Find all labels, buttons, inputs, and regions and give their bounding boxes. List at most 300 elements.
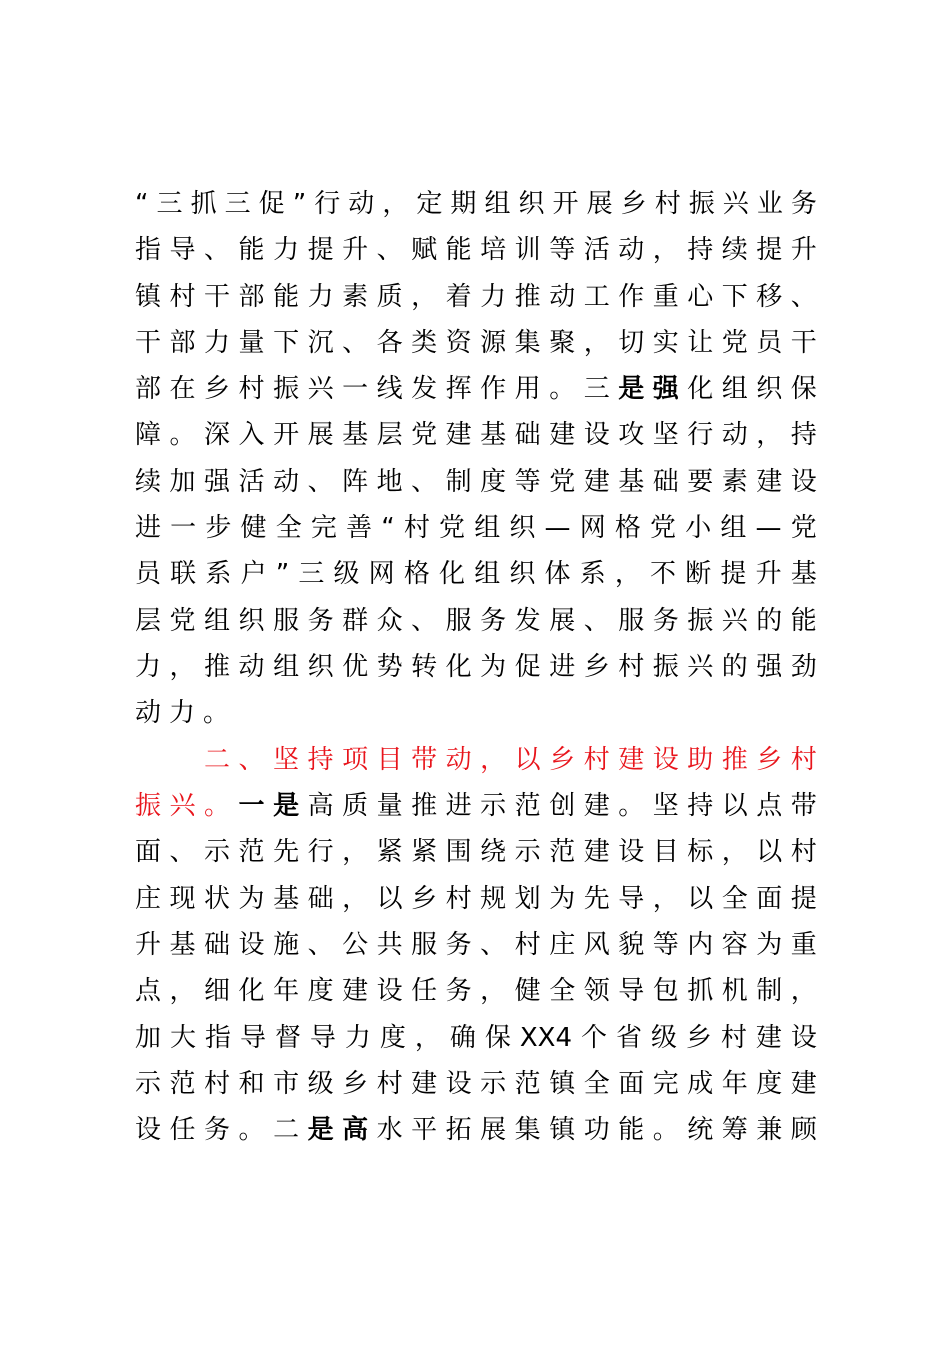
text-char: 干 [790, 328, 817, 358]
text-char: 层 [135, 606, 162, 636]
text-char: 务 [204, 1115, 231, 1145]
text-char: 部 [135, 374, 162, 404]
text-char: 水 [376, 1115, 403, 1145]
text-char: 开 [273, 420, 300, 450]
text-char: 续 [721, 235, 748, 265]
text-char: 动 [549, 282, 576, 312]
text-char: 群 [342, 606, 369, 636]
text-char: 个 [580, 1023, 607, 1053]
text-line [135, 876, 817, 922]
text-char: 善 [346, 513, 373, 543]
text-char: 三 [298, 559, 325, 589]
text-char: 以 [756, 837, 783, 867]
text-char: 村 [654, 189, 681, 219]
text-char: 乡 [583, 652, 610, 682]
text-char: 、 [238, 745, 265, 775]
text-char: 面 [618, 1069, 645, 1099]
text-char: 示 [135, 1069, 162, 1099]
text-char: 组 [474, 513, 501, 543]
text-char: 镇 [549, 1069, 576, 1099]
text-char: 导 [239, 1023, 266, 1053]
text-char: 活 [583, 235, 610, 265]
text-char: 目 [376, 745, 403, 775]
text-char: 坚 [652, 791, 679, 821]
text-char: 切 [618, 328, 645, 358]
text-char: 党 [411, 420, 438, 450]
text-char: 持 [687, 791, 714, 821]
text-char: 网 [579, 513, 606, 543]
text-char: 障 [135, 420, 162, 450]
text-char: 一 [170, 513, 197, 543]
text-char: 三 [583, 374, 610, 404]
text-char: ， [342, 884, 369, 914]
text-char: “ [135, 189, 149, 219]
text-char: 移 [756, 282, 783, 312]
text-char: 等 [549, 235, 576, 265]
text-char: 建 [756, 467, 783, 497]
text-char: 联 [170, 559, 197, 589]
text-char: 地 [376, 467, 403, 497]
text-char: 规 [480, 884, 507, 914]
text-char: 训 [514, 235, 541, 265]
text-char: 范 [514, 1069, 541, 1099]
text-char: 期 [450, 189, 477, 219]
text-char: 村 [445, 884, 472, 914]
text-char: ， [614, 559, 641, 589]
text-char: 劲 [790, 652, 817, 682]
text-char: 村 [238, 374, 265, 404]
text-char: 强 [756, 652, 783, 682]
text-char: 振 [652, 652, 679, 682]
text-line [135, 274, 817, 320]
text-char: ， [169, 652, 196, 682]
text-char: 振 [135, 791, 162, 821]
text-char: 成 [687, 1069, 714, 1099]
text-char: 等 [652, 930, 679, 960]
text-char: 导 [169, 235, 196, 265]
text-char: 镇 [549, 1115, 576, 1145]
text-char: 众 [376, 606, 403, 636]
text-char: 户 [240, 559, 267, 589]
text-char: 入 [238, 420, 265, 450]
text-char: 展 [586, 189, 613, 219]
text-char: 小 [685, 513, 712, 543]
text-char: 施 [273, 930, 300, 960]
text-char: 基 [169, 930, 196, 960]
text-char: 服 [411, 930, 438, 960]
text-line [135, 181, 817, 227]
text-char: 党 [169, 606, 196, 636]
text-char: 制 [756, 976, 783, 1006]
text-char: 现 [169, 884, 196, 914]
text-char: ” [275, 559, 290, 589]
text-char: 力 [344, 1023, 371, 1053]
text-char: 加 [135, 1023, 162, 1053]
text-char: 开 [552, 189, 579, 219]
text-char: 培 [480, 235, 507, 265]
text-char: 度 [307, 976, 334, 1006]
text-char: 乡 [204, 374, 231, 404]
text-char: 创 [549, 791, 576, 821]
text-char: 务 [445, 930, 472, 960]
text-char: 织 [509, 513, 536, 543]
text-char: 展 [480, 1115, 507, 1145]
text-char: 资 [445, 328, 472, 358]
text-char: ， [721, 837, 748, 867]
text-char: 大 [169, 1023, 196, 1053]
text-char: 能 [273, 282, 300, 312]
text-char: 设 [445, 1069, 472, 1099]
text-char: 力 [307, 282, 334, 312]
text-char: 级 [650, 1023, 677, 1053]
text-char: 以 [514, 745, 541, 775]
text-char: ， [790, 976, 817, 1006]
text-char: 质 [376, 282, 403, 312]
text-char: 镇 [135, 282, 162, 312]
text-char: 以 [376, 884, 403, 914]
text-char: 设 [583, 420, 610, 450]
text-char: 健 [240, 513, 267, 543]
text-char: 化 [238, 976, 265, 1006]
text-char: 推 [204, 652, 231, 682]
text-char: 线 [376, 374, 403, 404]
text-char: 础 [514, 420, 541, 450]
text-char: 兴 [169, 791, 196, 821]
text-char: 三 [156, 189, 183, 219]
text-char: 围 [445, 837, 472, 867]
text-char: 作 [618, 282, 645, 312]
text-char: 完 [310, 513, 337, 543]
text-char: 导 [618, 976, 645, 1006]
text-char: 基 [618, 467, 645, 497]
text-char: 基 [790, 559, 817, 589]
text-char: 为 [238, 884, 265, 914]
text-char: 建 [755, 1023, 782, 1053]
text-char: 赋 [411, 235, 438, 265]
text-char: ， [169, 976, 196, 1006]
text-char: 庄 [549, 930, 576, 960]
text-char: ， [411, 282, 438, 312]
text-char: 提 [307, 235, 334, 265]
text-char: 内 [687, 930, 714, 960]
text-char: 力 [204, 328, 231, 358]
text-char: 沉 [307, 328, 334, 358]
text-char: 。 [203, 698, 230, 728]
text-char: 进 [549, 652, 576, 682]
text-char: 推 [411, 791, 438, 821]
text-char: 干 [135, 328, 162, 358]
text-char: ， [652, 884, 679, 914]
text-char: 集 [514, 1115, 541, 1145]
text-char: 指 [135, 235, 162, 265]
text-char: 兴 [687, 652, 714, 682]
text-line [135, 551, 817, 597]
text-char: 力 [480, 282, 507, 312]
text-char: 集 [514, 328, 541, 358]
text-char: 共 [376, 930, 403, 960]
text-char: 导 [618, 884, 645, 914]
text-char: 着 [445, 282, 472, 312]
text-char: 为 [756, 930, 783, 960]
text-char: 动 [135, 698, 162, 728]
text-char: 续 [135, 467, 162, 497]
text-char: 、 [204, 235, 231, 265]
text-char: 级 [333, 559, 360, 589]
text-char: 村 [790, 745, 817, 775]
text-char: 活 [238, 467, 265, 497]
text-char: 村 [720, 1023, 747, 1053]
text-char: 的 [721, 652, 748, 682]
text-char: 类 [411, 328, 438, 358]
text-char: 细 [204, 976, 231, 1006]
text-line [135, 690, 817, 736]
text-char: 、 [169, 837, 196, 867]
text-char: 员 [756, 328, 783, 358]
text-line [135, 227, 817, 273]
text-char: 促 [514, 652, 541, 682]
text-char: 素 [342, 282, 369, 312]
text-char: 务 [652, 606, 679, 636]
text-char: 以 [687, 884, 714, 914]
text-char: 在 [169, 374, 196, 404]
text-char: 。 [618, 791, 645, 821]
text-char: 完 [652, 1069, 679, 1099]
text-char: 升 [790, 235, 817, 265]
text-char: 面 [135, 837, 162, 867]
text-char: 系 [205, 559, 232, 589]
text-char: 础 [652, 467, 679, 497]
text-char: 标 [687, 837, 714, 867]
text-char: 项 [342, 745, 369, 775]
text-char: 风 [583, 930, 610, 960]
text-char: 建 [583, 467, 610, 497]
text-line [135, 644, 817, 690]
text-char: ， [583, 328, 610, 358]
text-char: 业 [756, 189, 783, 219]
text-line [135, 459, 817, 505]
text-char: 行 [314, 189, 341, 219]
text-char: 高 [342, 1115, 369, 1145]
text-char: 实 [652, 328, 679, 358]
text-char: 持 [790, 420, 817, 450]
text-char: ， [382, 189, 409, 219]
text-char: 保 [484, 1023, 511, 1053]
text-char: 织 [307, 652, 334, 682]
text-char: 下 [273, 328, 300, 358]
text-char: 势 [376, 652, 403, 682]
text-char: ， [342, 837, 369, 867]
text-char: 务 [790, 189, 817, 219]
text-char: 是 [618, 374, 645, 404]
text-char: 兴 [722, 189, 749, 219]
text-char: 设 [652, 745, 679, 775]
text-char: 定 [416, 189, 443, 219]
text-char: 党 [650, 513, 677, 543]
text-char: 是 [273, 791, 300, 821]
text-char: 以 [721, 791, 748, 821]
text-char: 兼 [756, 1115, 783, 1145]
text-char: 基 [273, 884, 300, 914]
text-char: 范 [238, 837, 265, 867]
text-char: 功 [583, 1115, 610, 1145]
text-char: 织 [509, 559, 536, 589]
text-char: 建 [549, 420, 576, 450]
text-char: 化 [687, 374, 714, 404]
text-char: 保 [790, 374, 817, 404]
text-char: 督 [274, 1023, 301, 1053]
text-char: 强 [652, 374, 679, 404]
text-char: 、 [307, 930, 334, 960]
text-char: 要 [687, 467, 714, 497]
text-char: 省 [615, 1023, 642, 1053]
text-char: 能 [618, 1115, 645, 1145]
text-char: 组 [721, 374, 748, 404]
text-char: 建 [445, 420, 472, 450]
text-char: 设 [376, 976, 403, 1006]
text-char: 范 [549, 837, 576, 867]
text-char: 、 [411, 606, 438, 636]
text-char: 展 [549, 606, 576, 636]
text-char: 格 [614, 513, 641, 543]
text-char: 。 [549, 374, 576, 404]
text-char: 层 [376, 420, 403, 450]
text-char: 质 [342, 791, 369, 821]
text-char: 、 [480, 930, 507, 960]
text-char: 振 [273, 374, 300, 404]
text-char: 振 [688, 189, 715, 219]
text-char: 容 [721, 930, 748, 960]
text-char: 级 [307, 1069, 334, 1099]
text-char: 范 [169, 1069, 196, 1099]
text-char: 格 [403, 559, 430, 589]
text-char: 发 [411, 374, 438, 404]
text-line [135, 1061, 817, 1107]
text-char: 带 [790, 791, 817, 821]
text-char: 力 [273, 235, 300, 265]
text-char: 建 [583, 837, 610, 867]
text-char: 重 [652, 282, 679, 312]
text-char: 、 [376, 235, 403, 265]
text-char: ， [414, 1023, 441, 1053]
text-char: 度 [379, 1023, 406, 1053]
text-char: 制 [445, 467, 472, 497]
text-char: 网 [368, 559, 395, 589]
text-char: 设 [618, 837, 645, 867]
text-char: 党 [721, 328, 748, 358]
text-char: 力 [135, 652, 162, 682]
text-char: 服 [273, 606, 300, 636]
text-char: 、 [307, 467, 334, 497]
text-char: 乡 [685, 1023, 712, 1053]
text-char: 心 [687, 282, 714, 312]
text-char: 推 [514, 282, 541, 312]
text-char: 一 [238, 791, 265, 821]
text-char: 任 [169, 1115, 196, 1145]
text-char: 范 [514, 791, 541, 821]
text-char: 化 [445, 652, 472, 682]
section-heading [204, 737, 817, 783]
text-char: 全 [721, 884, 748, 914]
text-char: 组 [273, 652, 300, 682]
text-char: 部 [238, 282, 265, 312]
text-line [135, 366, 817, 412]
text-char: 动 [238, 652, 265, 682]
text-char: 进 [445, 791, 472, 821]
text-char: 力 [169, 698, 196, 728]
text-char: 是 [307, 1115, 334, 1145]
text-char: 村 [790, 837, 817, 867]
text-char: ， [480, 976, 507, 1006]
text-char: — [544, 513, 571, 543]
text-char: 动 [348, 189, 375, 219]
text-line [135, 922, 817, 968]
text-char: 拓 [445, 1115, 472, 1145]
text-char: 基 [342, 420, 369, 450]
text-char: 先 [583, 884, 610, 914]
text-char: 助 [687, 745, 714, 775]
text-char: 全 [549, 976, 576, 1006]
text-char: 乡 [411, 884, 438, 914]
text-char: 建 [618, 745, 645, 775]
text-char: 党 [790, 513, 817, 543]
text-char: 党 [549, 467, 576, 497]
text-char: 。 [169, 420, 196, 450]
text-char: 筹 [721, 1115, 748, 1145]
text-char: 动 [618, 235, 645, 265]
text-char: 坚 [652, 420, 679, 450]
text-char: 持 [307, 745, 334, 775]
text-char: 度 [756, 1069, 783, 1099]
text-char: 导 [309, 1023, 336, 1053]
text-char: ” [292, 189, 307, 219]
text-char: 指 [204, 1023, 231, 1053]
text-char: 等 [514, 467, 541, 497]
text-char: 促 [258, 189, 285, 219]
text-char: 。 [238, 1115, 265, 1145]
text-char: 为 [549, 884, 576, 914]
text-char: 状 [204, 884, 231, 914]
text-char: 领 [583, 976, 610, 1006]
text-char: 村 [514, 930, 541, 960]
text-char: 量 [376, 791, 403, 821]
text-char: 组 [204, 606, 231, 636]
text-char: 组 [720, 513, 747, 543]
text-char: 的 [756, 606, 783, 636]
text-char: 示 [204, 837, 231, 867]
text-char: 面 [756, 884, 783, 914]
text-char: 顾 [790, 1115, 817, 1145]
text-char: 村 [204, 1069, 231, 1099]
text-char: 员 [135, 559, 162, 589]
text-char: 平 [411, 1115, 438, 1145]
text-char: 乡 [549, 745, 576, 775]
text-line [135, 505, 817, 551]
text-char: 断 [685, 559, 712, 589]
text-char: 、 [411, 467, 438, 497]
text-char: 点 [135, 976, 162, 1006]
text-char: 村 [376, 1069, 403, 1099]
text-char: 坚 [273, 745, 300, 775]
text-char: — [755, 513, 782, 543]
text-char: 优 [342, 652, 369, 682]
text-char: 。 [652, 1115, 679, 1145]
text-char: 强 [204, 467, 231, 497]
text-char: 三 [224, 189, 251, 219]
text-char: 聚 [549, 328, 576, 358]
text-char: 建 [790, 1069, 817, 1099]
text-char: 划 [514, 884, 541, 914]
text-char: 行 [307, 837, 334, 867]
